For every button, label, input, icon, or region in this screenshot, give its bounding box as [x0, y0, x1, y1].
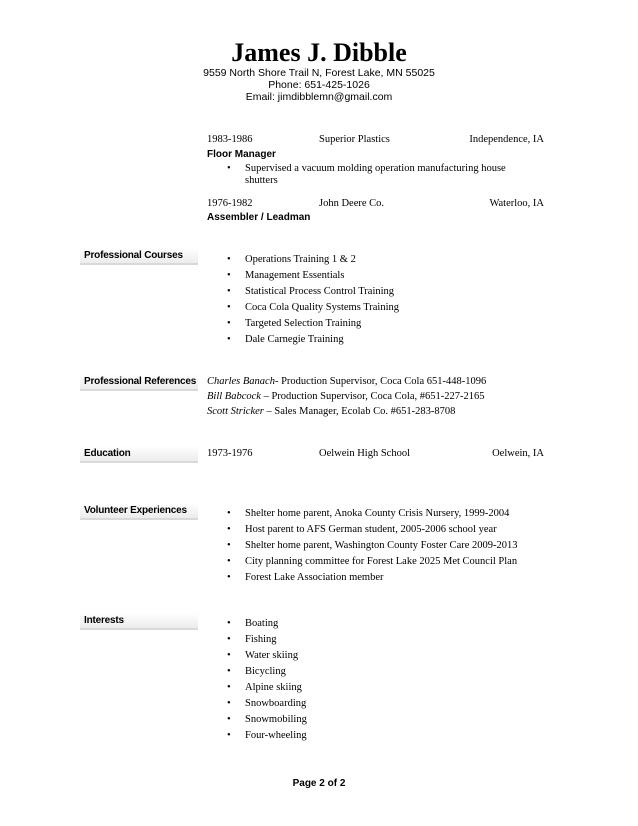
education-location: Oelwein, IA	[492, 448, 544, 459]
job-2-location: Waterloo, IA	[489, 198, 544, 209]
interests-list	[207, 616, 507, 744]
reference-item	[207, 389, 587, 404]
job-2-company: John Deere Co.	[319, 198, 385, 209]
section-label-references: Professional References	[80, 374, 198, 391]
courses-list	[207, 252, 587, 348]
reference-item	[207, 404, 587, 419]
list-item: • Shelter home parent, Anoka County Crisis Nursery, 1999-2004	[207, 506, 607, 522]
section-label-courses: Professional Courses	[80, 248, 198, 265]
job-1-location: Independence, IA	[469, 134, 544, 145]
list-item: • Water skiing	[207, 648, 507, 664]
list-item: • City planning committee for Forest Lake 2025 Met Council Plan	[207, 554, 607, 570]
volunteer-list	[207, 506, 607, 586]
references-list	[207, 374, 587, 419]
reference-detail: - Production Supervisor, Coca Cola 651-448-1096	[274, 376, 487, 387]
list-item: • Alpine skiing	[207, 680, 507, 696]
list-item: • Fishing	[207, 632, 507, 648]
list-item: • Coca Cola Quality Systems Training	[207, 300, 587, 316]
job-1-years: 1983-1986	[207, 134, 253, 145]
list-item: • Snowmobiling	[207, 712, 507, 728]
list-item: • Management Essentials	[207, 268, 587, 284]
list-item: • Host parent to AFS German student, 2005-2006 school year	[207, 522, 607, 538]
reference-name: Charles Banach	[207, 376, 275, 387]
list-item: • Four-wheeling	[207, 728, 507, 744]
section-label-education: Education	[80, 446, 198, 463]
reference-name: Bill Babcock	[207, 391, 261, 402]
list-item: • Forest Lake Association member	[207, 570, 607, 586]
list-item: • Shelter home parent, Washington County Foster Care 2009-2013	[207, 538, 607, 554]
list-item: • Dale Carnegie Training	[207, 332, 587, 348]
resume-name: James J. Dibble	[231, 38, 407, 67]
reference-detail: – Sales Manager, Ecolab Co. #651-283-8708	[263, 406, 456, 417]
job-1-title: Floor Manager	[207, 149, 276, 160]
contact-address: 9559 North Shore Trail N, Forest Lake, MN 55025	[203, 67, 435, 79]
education-years: 1973-1976	[207, 448, 253, 459]
list-item: • Targeted Selection Training	[207, 316, 587, 332]
education-school: Oelwein High School	[319, 448, 410, 459]
section-label-interests: Interests	[80, 613, 198, 630]
reference-name: Scott Stricker	[207, 406, 264, 417]
job-2-title: Assembler / Leadman	[207, 212, 311, 223]
job-1-duties	[207, 163, 527, 187]
list-item: • Boating	[207, 616, 507, 632]
reference-item	[207, 374, 587, 389]
reference-detail: – Production Supervisor, Coca Cola, #651-227-2165	[260, 391, 485, 402]
section-label-volunteer: Volunteer Experiences	[80, 503, 198, 520]
list-item: • Snowboarding	[207, 696, 507, 712]
list-item: • Statistical Process Control Training	[207, 284, 587, 300]
page-number: Page 2 of 2	[292, 778, 346, 789]
contact-phone: Phone: 651-425-1026	[268, 79, 370, 91]
contact-email: Email: jimdibblemn@gmail.com	[245, 91, 393, 103]
list-item: • Bicycling	[207, 664, 507, 680]
job-1-company: Superior Plastics	[319, 134, 390, 145]
list-item: • Operations Training 1 & 2	[207, 252, 587, 268]
list-item: • Supervised a vacuum molding operation manufacturing house shutters	[207, 163, 527, 187]
job-2-years: 1976-1982	[207, 198, 253, 209]
